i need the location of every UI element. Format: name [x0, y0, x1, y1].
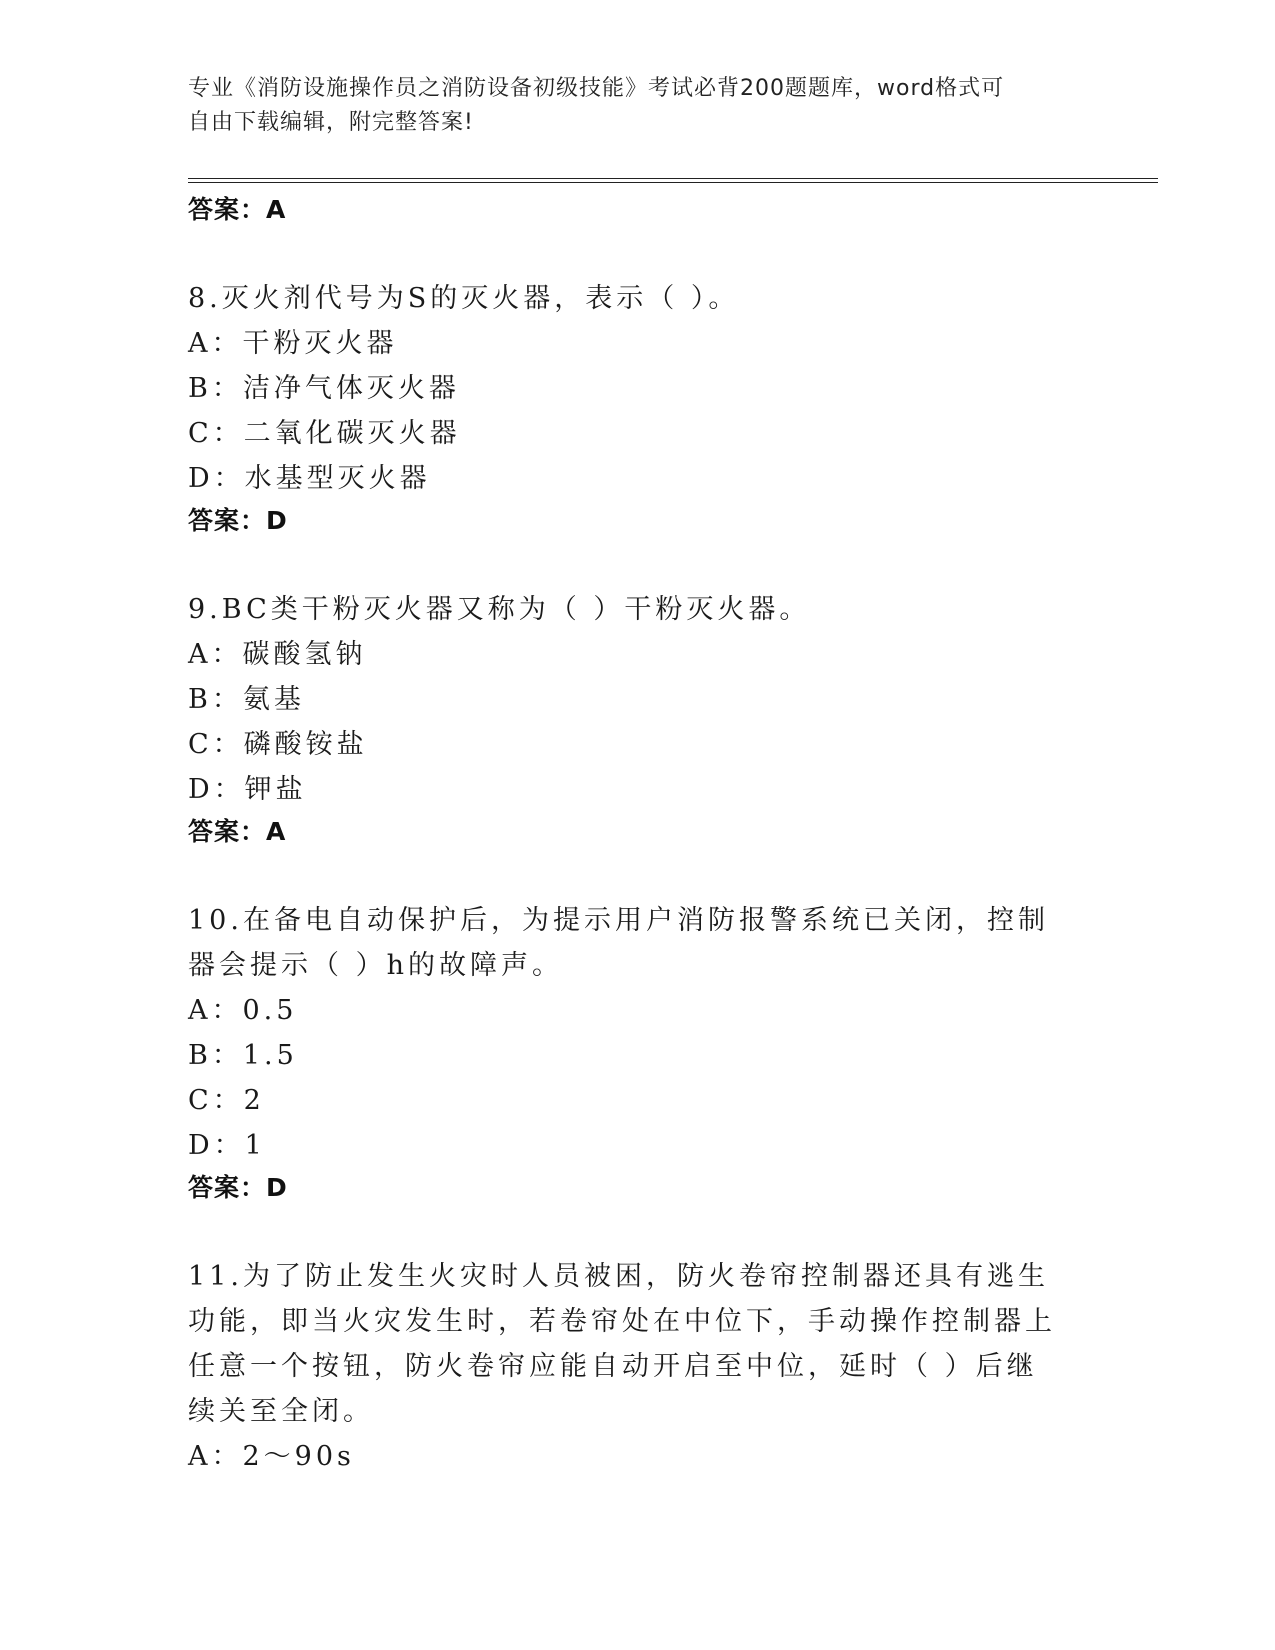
- document-header: [188, 72, 1068, 140]
- option-d: D：钾盐: [188, 774, 307, 805]
- option-a: A：0.5: [188, 995, 298, 1026]
- option-d: D：水基型灭火器: [188, 463, 431, 494]
- answer-value: A: [266, 817, 287, 846]
- answer-line: [188, 812, 1088, 852]
- answer-label: 答案：: [188, 506, 267, 535]
- question-8: [188, 276, 1088, 541]
- answer-line: [188, 1168, 1088, 1208]
- question-text: 10.在备电自动保护后，为提示用户消防报警系统已关闭，控制器会提示（ ）h的故障声。: [188, 905, 1049, 981]
- header-line-2: 自由下载编辑，附完整答案!: [188, 110, 474, 135]
- question-11: [188, 1254, 1088, 1479]
- answer-label: 答案：: [188, 195, 267, 224]
- question-10: [188, 898, 1088, 1208]
- option-a: A：碳酸氢钠: [188, 639, 367, 670]
- option-c: C：2: [188, 1085, 265, 1116]
- option-b: B：洁净气体灭火器: [188, 373, 460, 404]
- answer-line: [188, 190, 1088, 230]
- header-divider: [188, 178, 1158, 183]
- option-b: B：1.5: [188, 1040, 298, 1071]
- option-a: A：干粉灭火器: [188, 328, 398, 359]
- question-text: 11.为了防止发生火灾时人员被困，防火卷帘控制器还具有逃生功能，即当火灾发生时，若卷帘处在中位下，手动操作控制器上任意一个按钮，防火卷帘应能自动开启至中位，延时（ ）后继续关至全闭。: [188, 1261, 1056, 1427]
- answer-value: A: [266, 195, 287, 224]
- option-c: C：磷酸铵盐: [188, 729, 368, 760]
- header-line-1: 专业《消防设施操作员之消防设备初级技能》考试必背200题题库，word格式可: [188, 76, 1005, 101]
- answer-line: [188, 501, 1088, 541]
- answer-label: 答案：: [188, 1173, 267, 1202]
- option-a: A：2～90s: [188, 1441, 355, 1472]
- option-b: B：氨基: [188, 684, 305, 715]
- question-text: 9.BC类干粉灭火器又称为（ ）干粉灭火器。: [188, 594, 811, 625]
- answer-label: 答案：: [188, 817, 267, 846]
- option-d: D：1: [188, 1130, 266, 1161]
- document-body: [188, 190, 1088, 1479]
- question-text: 8.灭火剂代号为S的灭火器，表示（ ）。: [188, 283, 740, 314]
- question-9: [188, 587, 1088, 852]
- answer-value: D: [266, 1173, 288, 1202]
- answer-value: D: [266, 506, 288, 535]
- option-c: C：二氧化碳灭火器: [188, 418, 461, 449]
